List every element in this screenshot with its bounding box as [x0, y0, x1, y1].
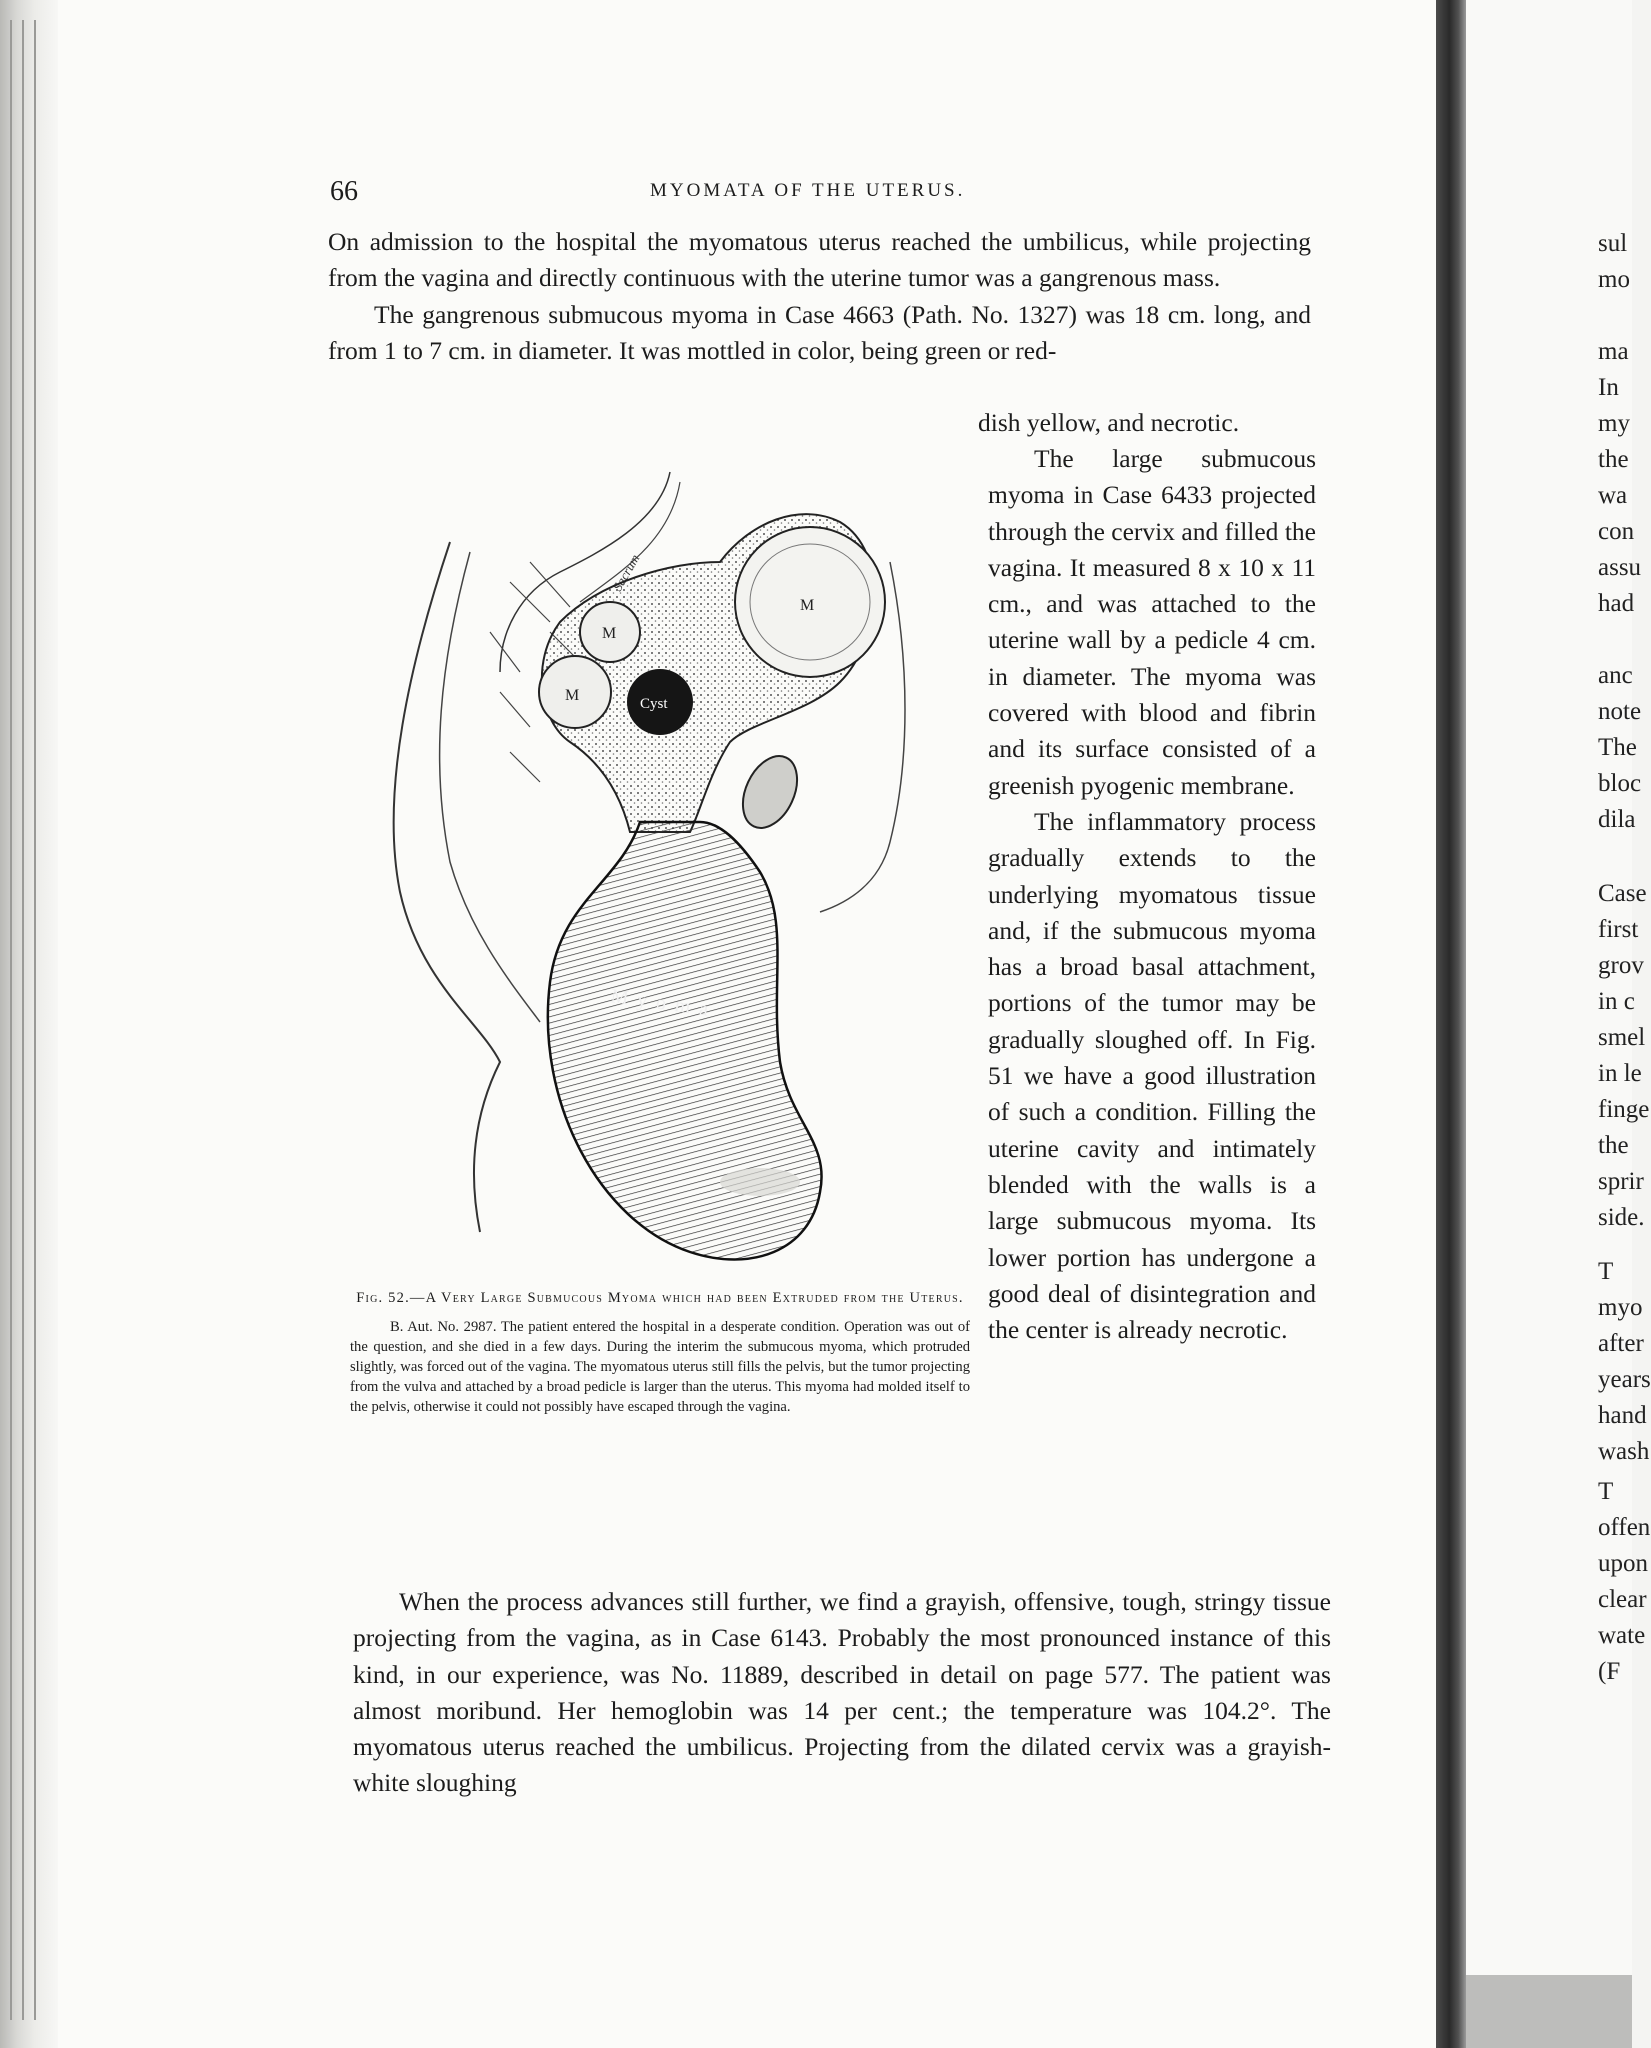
- right-fragment: bloc: [1598, 770, 1642, 797]
- right-fragment: the: [1598, 1132, 1629, 1159]
- label-m-right: M: [800, 597, 815, 614]
- right-fragment: assu: [1598, 554, 1642, 581]
- right-fragment: grov: [1598, 952, 1644, 979]
- right-fragment: con: [1598, 518, 1635, 545]
- right-fragment: side.: [1598, 1204, 1645, 1231]
- right-fragment: dila: [1598, 806, 1636, 833]
- right-fragment: had: [1598, 590, 1635, 617]
- book-binding-edge: [0, 0, 58, 2048]
- right-fragment: the: [1598, 446, 1629, 473]
- right-page-bottom-edge: [1466, 1975, 1632, 2048]
- right-fragment: Case: [1598, 880, 1647, 907]
- right-fragment: offen: [1598, 1514, 1651, 1541]
- right-fragment: first: [1598, 916, 1639, 943]
- caption-title: Fig. 52.—A Very Large Submucous Myoma which had been Extruded from the Uterus.: [356, 1290, 964, 1306]
- svg-text:Sacrum: Sacrum: [609, 551, 643, 594]
- right-fragment: clear: [1598, 1586, 1647, 1613]
- label-m-upper: M: [602, 625, 617, 642]
- right-fragment: sul: [1598, 230, 1628, 257]
- book-gutter: [1436, 0, 1466, 2048]
- right-fragment: after: [1598, 1330, 1644, 1357]
- body-text-top: [328, 224, 1311, 369]
- page-number: 66: [330, 176, 358, 207]
- label-m-left: M: [565, 687, 580, 704]
- right-fragment: myo: [1598, 1294, 1643, 1321]
- paragraph-4: The inflammatory process gradually extends to the underlying myomatous tissue and, if the submucous myoma has a broad basal attachment, portions of the tumor may be gradually sloughed off. In Fig. 51 we have a good illustration of such a condition. Filling the uterine cavity and intimately blended with the walls is a large submucous myoma. Its lower portion has undergone a good deal of disintegration and the center is already necrotic.: [988, 806, 1316, 1345]
- caption-body: B. Aut. No. 2987. The patient entered the hospital in a desperate condition. Operation was out of the question, and she died in a few days. During the interim the submucous myoma, which protruded slightly, was forced out of the vagina. The myomatous uterus still fills the pelvis, but the tumor projecting from the vulva and attached by a broad pedicle is larger than the uterus. This myoma had molded itself to the pelvis, otherwise it could not possibly have escaped through the vagina.: [350, 1319, 970, 1415]
- right-fragment: In: [1598, 374, 1619, 401]
- running-head: MYOMATA OF THE UTERUS.: [650, 180, 966, 201]
- paragraph-1: On admission to the hospital the myomatous uterus reached the umbilicus, while projecting from the vagina and directly continuous with the uterine tumor was a gangrenous mass.: [328, 227, 1311, 293]
- paragraph-2-continuation: dish yellow, and necrotic.: [978, 408, 1240, 437]
- right-fragment: The: [1598, 734, 1637, 761]
- page-header: [330, 176, 1287, 210]
- right-fragment: upon: [1598, 1550, 1648, 1577]
- right-fragment: T: [1598, 1478, 1614, 1505]
- label-myoma: Myoma: [609, 985, 719, 1022]
- right-fragment: mo: [1598, 266, 1630, 293]
- right-fragment: anc: [1598, 662, 1633, 689]
- right-fragment: in c: [1598, 988, 1635, 1015]
- label-cyst: Cyst: [640, 696, 668, 712]
- right-fragment: wash: [1598, 1438, 1650, 1465]
- paragraph-5: When the process advances still further, we find a grayish, offensive, tough, stringy tissue projecting from the vagina, as in Case 6143. Probably the most pronounced instance of this kind, in our experience, was No. 11889, described in detail on page 577. The patient was almost moribund. Her hemoglobin was 14 per cent.; the temperature was 104.2°. The myomatous uterus reached the umbilicus. Projecting from the dilated cervix was a grayish-white sloughing: [353, 1587, 1331, 1798]
- right-fragment: note: [1598, 698, 1642, 725]
- paragraph-3: The large submucous myoma in Case 6433 projected through the cervix and filled the vagina. It measured 8 x 10 x 11 cm., and was attached to the uterine wall by a pedicle 4 cm. in diameter. The myoma was covered with blood and fibrin and its surface consisted of a greenish pyogenic membrane.: [988, 444, 1316, 800]
- right-fragment: wa: [1598, 482, 1628, 509]
- body-text-column: [988, 441, 1316, 1348]
- right-fragment: ma: [1598, 338, 1629, 365]
- right-fragment: T: [1598, 1258, 1614, 1285]
- body-text-bottom: [353, 1584, 1331, 1802]
- myoma-illustration: [370, 462, 930, 1262]
- paragraph-2: The gangrenous submucous myoma in Case 4663 (Path. No. 1327) was 18 cm. long, and from 1 to 7 cm. in diameter. It was mottled in color, being green or red-: [328, 299, 1311, 365]
- right-fragment: (F: [1598, 1658, 1621, 1685]
- right-fragment: in le: [1598, 1060, 1642, 1087]
- right-fragment: finge: [1598, 1096, 1650, 1123]
- figure-caption: [350, 1288, 970, 1417]
- right-fragment: smel: [1598, 1024, 1646, 1051]
- right-fragment: my: [1598, 410, 1630, 437]
- right-fragment: sprir: [1598, 1168, 1644, 1195]
- right-fragment: years: [1598, 1366, 1651, 1393]
- right-fragment: wate: [1598, 1622, 1646, 1649]
- right-fragment: hand: [1598, 1402, 1647, 1429]
